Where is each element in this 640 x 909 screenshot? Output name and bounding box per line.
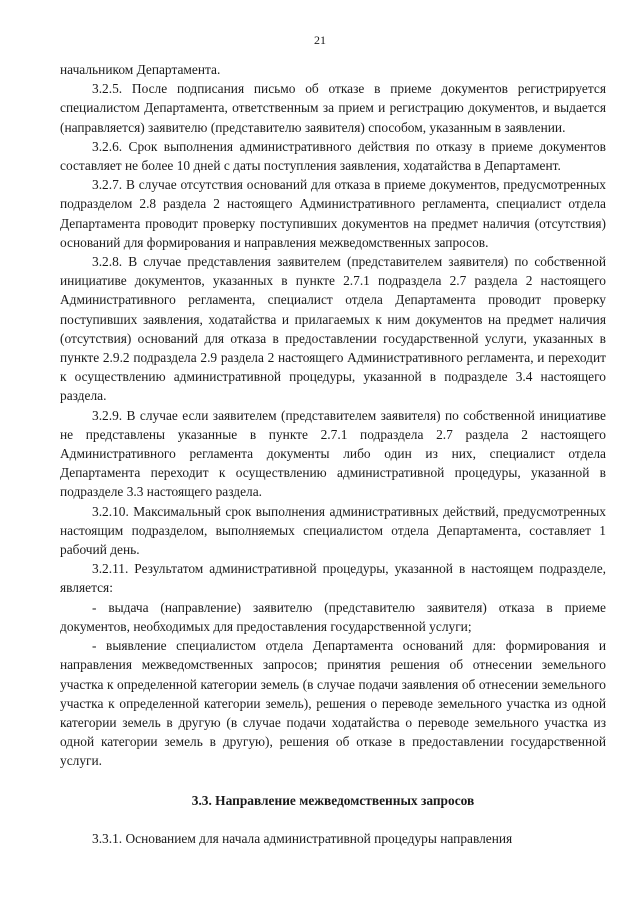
section-heading: 3.3. Направление межведомственных запросов [191,792,475,808]
list-item-grounds: - выявление специалистом отдела Департамента оснований для: формирования и направления межведомственных запросов; принятия решения об отнесении земельного участка к определенной категории земель (в случае подачи заявления об отнесении земельного участка к определенной категории земель), решения о переводе земельного участка из одной категории земель в другую (в случае подачи ходатайства о переводе земельного участка из одной категории земель в другую), решения об отказе в предоставлении государственной услуги. [60,638,606,769]
paragraph-continuation: начальником Департамента. [60,62,221,77]
paragraph-3-2-7: 3.2.7. В случае отсутствия оснований для отказа в приеме документов, предусмотренных подразделом 2.8 раздела 2 настоящего Административного регламента, специалист отдела Департамента проводит проверку поступивших документов на предмет наличия (отсутствия) оснований для формирования и направления межведомственных запросов. [60,177,606,250]
paragraph-3-2-8: 3.2.8. В случае представления заявителем (представителем заявителя) по собственной инициативе документов, указанных в пункте 2.7.1 подраздела 2.7 раздела 2 настоящего Административного регламента, специалист отдела Департамента проводит проверку поступивших заявления, ходатайства и прилагаемых к ним документов на предмет наличия (отсутствия) оснований для отказа в предоставлении государственной услуги, указанных в пункте 2.9.2 подраздела 2.9 раздела 2 настоящего Административного регламента, и переходит к осуществлению административной процедуры, указанной в подразделе 3.4 настоящего раздела. [60,254,606,404]
paragraph-3-2-5: 3.2.5. После подписания письмо об отказе в приеме документов регистрируется специалистом Департамента, ответственным за прием и регистрацию документов, и выдается (направляется) заявителю (представителю заявителя) способом, указанным в заявлении. [60,81,606,135]
list-item-refusal: - выдача (направление) заявителю (представителю заявителя) отказа в приеме документов, необходимых для предоставления государственной услуги; [60,599,606,634]
paragraph-3-2-6: 3.2.6. Срок выполнения административного действия по отказу в приеме документов составляет не более 10 дней с даты поступления заявления, ходатайства в Департамент. [60,138,606,174]
document-body [60,60,606,848]
paragraph-3-3-1: 3.3.1. Основанием для начала административной процедуры направления [92,830,513,846]
paragraph-3-2-11: 3.2.11. Результатом административной процедуры, указанной в настоящем подразделе, является: [60,561,606,596]
page-number: 21 [314,33,326,47]
paragraph-3-2-9: 3.2.9. В случае если заявителем (представителем заявителя) по собственной инициативе не представлены указанные в пункте 2.7.1 подраздела 2.7 раздела 2 настоящего Административного регламента документы либо один из них, специалист отдела Департамента переходит к осуществлению административной процедуры, указанной в подразделе 3.3 настоящего раздела. [60,407,606,500]
paragraph-3-2-10: 3.2.10. Максимальный срок выполнения административных действий, предусмотренных настоящим подразделом, выполняемых специалистом отдела Департамента, составляет 1 рабочий день. [60,503,606,558]
